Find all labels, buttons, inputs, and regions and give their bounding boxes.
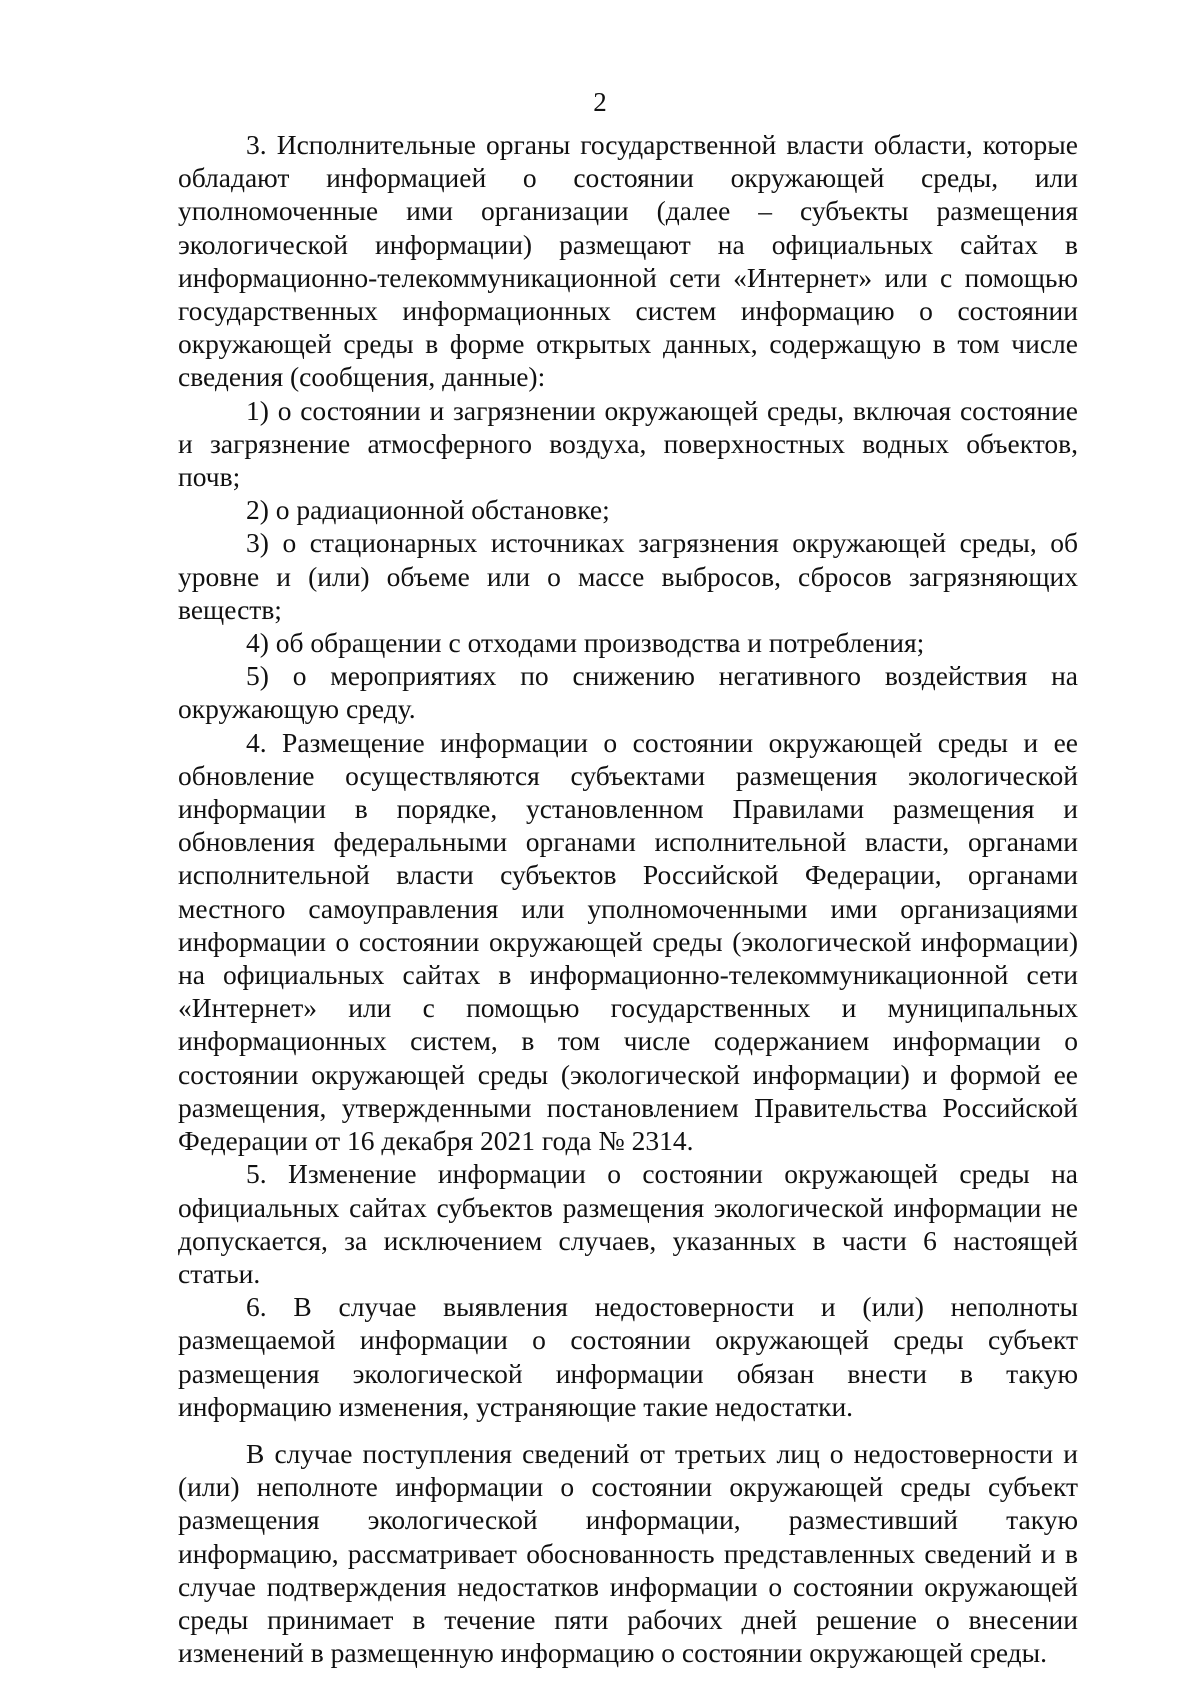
paragraph-article-3: 3. Исполнительные органы государственной власти области, которые обладают информацией о состоянии окружающей среды, или уполномоченные ими организации (далее – субъекты размещения экологической информации) размещают на официальных сайтах в информационно-телекоммуникационной сети «Интернет» или с помощью государственных информационных систем информацию о состоянии окружающей среды в форме открытых данных, содержащую в том числе сведения (сообщения, данные): <box>178 129 1078 393</box>
list-item-1: 1) о состоянии и загрязнении окружающей среды, включая состояние и загрязнение атмосферного воздуха, поверхностных водных объектов, почв; <box>178 394 1078 493</box>
paragraph-third-party: В случае поступления сведений от третьих лиц о недостоверности и (или) неполноте информации о состоянии окружающей среды субъект размещения экологической информации, разместивший такую информацию, рассматривает обоснованность представленных сведений и в случае подтверждения недостатков информации о состоянии окружающей среды принимает в течение пяти рабочих дней решение о внесении изменений в размещенную информацию о состоянии окружающей среды. <box>178 1437 1078 1669</box>
paragraph-article-6: 6. В случае выявления недостоверности и (или) неполноты размещаемой информации о состоянии окружающей среды субъект размещения экологической информации обязан внести в такую информацию изменения, устраняющие такие недостатки. <box>178 1291 1078 1422</box>
list-item-5: 5) о мероприятиях по снижению негативного воздействия на окружающую среду. <box>178 660 1078 725</box>
list-item-3: 3) о стационарных источниках загрязнения окружающей среды, об уровне и (или) объеме или о массе выбросов, сбросов загрязняющих веществ; <box>178 527 1078 625</box>
list-item-2: 2) о радиационной обстановке; <box>246 494 610 526</box>
page-number: 2 <box>593 87 607 117</box>
list-item-4: 4) об обращении с отходами производства и потребления; <box>246 627 925 659</box>
paragraph-article-5: 5. Изменение информации о состоянии окружающей среды на официальных сайтах субъектов размещения экологической информации не допускается, за исключением случаев, указанных в части 6 настоящей статьи. <box>178 1158 1078 1289</box>
paragraph-article-4: 4. Размещение информации о состоянии окружающей среды и ее обновление осуществляются субъектами размещения экологической информации в порядке, установленном Правилами размещения и обновления федеральными органами исполнительной власти, органами исполнительной власти субъектов Российской Федерации, органами местного самоуправления или уполномоченными ими организациями информации о состоянии окружающей среды (экологической информации) на официальных сайтах в информационно-телекоммуникационной сети «Интернет» или с помощью государственных и муниципальных информационных систем, в том числе содержанием информации о состоянии окружающей среды (экологической информации) и формой ее размещения, утвержденными постановлением Правительства Российской Федерации от 16 декабря 2021 года № 2314. <box>178 726 1078 1157</box>
document-body <box>178 128 1078 1669</box>
